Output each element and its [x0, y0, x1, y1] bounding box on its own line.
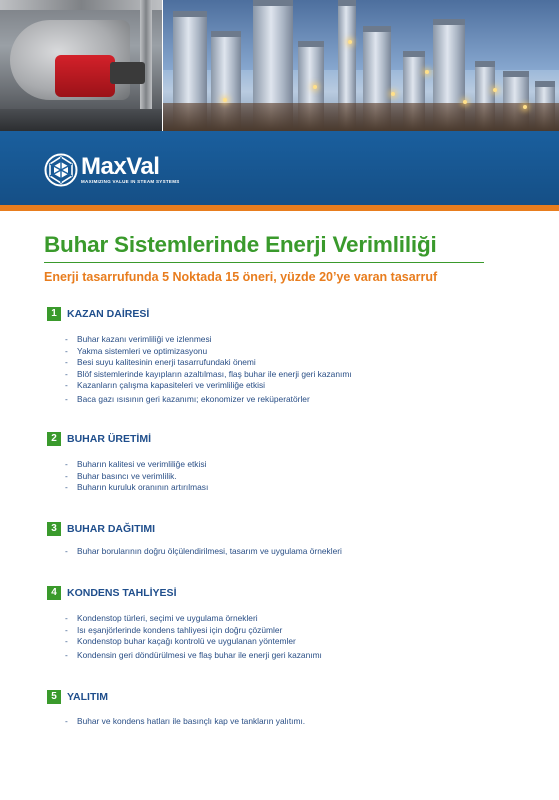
- list-item: - Buharın kalitesi ve verimliliğe etkisi: [65, 459, 207, 469]
- section-number-badge: 3: [47, 522, 61, 536]
- section-kondens-tahliyesi: [47, 585, 322, 660]
- list-item: - Yakma sistemleri ve optimizasyonu: [65, 345, 208, 356]
- industrial-plant-photo: [163, 0, 559, 131]
- list-item: - Blöf sistemlerinde kayıpların azaltılması, flaş buhar ile enerji geri kazanımı: [65, 368, 352, 379]
- section-title: BUHAR ÜRETİMİ: [67, 433, 151, 445]
- section-title: KONDENS TAHLİYESİ: [67, 587, 177, 599]
- list-item: - Buharın kuruluk oranının artırılması: [65, 482, 209, 492]
- list-item: - Kondensin geri döndürülmesi ve flaş buhar ile enerji geri kazanımı: [65, 649, 322, 660]
- section-item-list: [65, 334, 352, 405]
- section-title: YALITIM: [67, 691, 109, 703]
- section-number-badge: 1: [47, 307, 61, 321]
- list-item: - Kondenstop buhar kaçağı kontrolü ve uygulanan yöntemler: [65, 636, 296, 646]
- maxval-logo: [44, 152, 180, 188]
- list-item: - Buhar borularının doğru ölçülendirilmesi, tasarım ve uygulama örnekleri: [65, 546, 342, 556]
- section-item-list: [65, 716, 305, 728]
- section-title: BUHAR DAĞITIMI: [67, 523, 156, 535]
- list-item: - Kazanların çalışma kapasiteleri ve verimliliğe etkisi: [65, 380, 266, 390]
- accent-bar: [0, 205, 559, 211]
- section-yalitim: [47, 689, 306, 726]
- boiler-photo: [0, 0, 163, 131]
- brand-name: MaxVal: [81, 153, 160, 180]
- maxval-logo-mark-icon: [44, 153, 78, 187]
- title-underline: [44, 262, 484, 263]
- list-item: - Buhar ve kondens hatları ile basınçlı kap ve tankların yalıtımı.: [65, 716, 306, 726]
- list-item: - Baca gazı ısısının geri kazanımı; ekonomizer ve reküperatörler: [65, 393, 310, 404]
- page-subtitle: Enerji tasarrufunda 5 Noktada 15 öneri, yüzde 20’ye varan tasarruf: [44, 270, 438, 284]
- list-item: - Buhar basıncı ve verimlilik.: [65, 470, 177, 481]
- list-item: - Buhar kazanı verimliliği ve izlenmesi: [65, 334, 212, 344]
- section-buhar-uretimi: [47, 431, 209, 492]
- header-photo-strip: [0, 0, 559, 131]
- page-title: Buhar Sistemlerinde Enerji Verimliliği: [44, 232, 437, 257]
- list-item: - Besi suyu kalitesinin enerji tasarrufundaki önemi: [65, 357, 256, 367]
- list-item: - Isı eşanjörlerinde kondens tahliyesi için doğru çözümler: [65, 624, 283, 635]
- section-item-list: [65, 546, 342, 558]
- section-number-badge: 4: [47, 586, 61, 600]
- section-item-list: [65, 613, 322, 661]
- list-item: - Kondenstop türleri, seçimi ve uygulama örnekleri: [65, 613, 258, 623]
- brand-tagline: MAXIMIZING VALUE IN STEAM SYSTEMS: [81, 179, 180, 184]
- section-buhar-dagitimi: [47, 521, 342, 556]
- section-item-list: [65, 459, 208, 494]
- section-number-badge: 5: [47, 690, 61, 704]
- section-number-badge: 2: [47, 432, 61, 446]
- section-kazan-dairesi: [47, 306, 352, 404]
- section-title: KAZAN DAİRESİ: [67, 308, 150, 320]
